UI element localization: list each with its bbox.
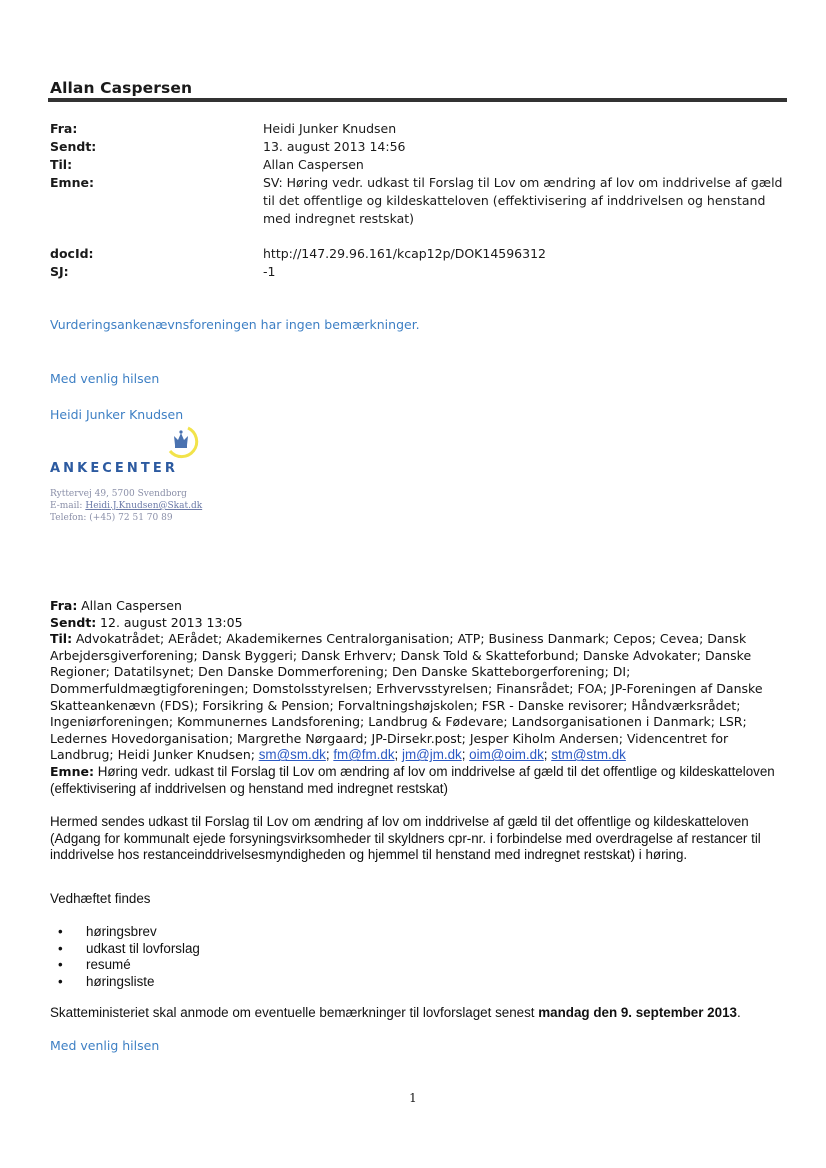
sj-value: -1 [263, 264, 276, 279]
forwarded-body: Hermed sendes udkast til Forslag til Lov om ændring af lov om inddrivelse af gæld til det offentlige og kildeskatteloven (Adgang for kommunalt ejede forsyningsvirksomheder til skyldners cpr-nr. i forbindelse med overdragelse af restancer til inddrivelse hos restanceinddrivelsesmyndigheden og hjemmel til henstand med indregnet restskat) i høring. [50, 814, 761, 863]
forwarded-subject-label: Emne: [50, 763, 94, 779]
bullet-icon: • [58, 973, 63, 989]
forwarded-subject-line [50, 764, 790, 797]
forwarded-subject: Høring vedr. udkast til Forslag til Lov om ændring af lov om inddrivelse af gæld til det offentlige og kildeskatteloven (effektivisering af inddrivelsen og henstand med indregnet restskat) [50, 763, 775, 796]
greeting: Med venlig hilsen [50, 371, 160, 386]
email-link-oim[interactable]: oim@oim.dk [469, 747, 544, 763]
sent-value: 13. august 2013 14:56 [263, 139, 406, 154]
title-divider [48, 98, 787, 102]
forwarded-header [50, 598, 790, 797]
email-link-stm[interactable]: stm@stm.dk [551, 747, 626, 763]
attachments-list [50, 924, 790, 990]
forwarded-sent: 12. august 2013 13:05 [100, 614, 243, 630]
from-value: Heidi Junker Knudsen [263, 121, 397, 136]
deadline-text: Skatteministeriet skal anmode om eventuelle bemærkninger til lovforslaget senest [50, 1005, 535, 1020]
list-item: • høringsbrev [58, 924, 157, 939]
to-label: Til: [50, 157, 73, 172]
signature-address: Ryttervej 49, 5700 Svendborg [50, 489, 187, 499]
bullet-icon: • [58, 957, 63, 973]
list-item: • udkast til lovforslag [58, 940, 200, 956]
list-item: • høringsliste [58, 973, 155, 989]
signature-email-line [50, 501, 202, 511]
email-link-fm[interactable]: fm@fm.dk [333, 747, 395, 763]
sent-label: Sendt: [50, 139, 97, 154]
email-link-sm[interactable]: sm@sm.dk [258, 747, 326, 763]
list-item: • resumé [58, 957, 131, 973]
forwarded-from-label: Fra: [50, 598, 78, 613]
page-number: 1 [409, 1091, 417, 1105]
bullet-icon: • [58, 924, 63, 939]
deadline-date: mandag den 9. september 2013 [538, 1005, 737, 1020]
subject-value: SV: Høring vedr. udkast til Forslag til Lov om ændring af lov om inddrivelse af gæld til det offentlige og kildeskatteloven (effektivisering af inddrivelsen og henstand med indregnet restskat) [263, 175, 783, 226]
forwarded-to: Advokatrådet; AErådet; Akademikernes Centralorganisation; ATP; Business Danmark; Cepos; Cevea; Dansk Arbejdersgiverforening; Dansk Byggeri; Dansk Erhverv; Dansk Told & Skatteforbund; Danske Advokater; Danske Regioner; Datatilsynet; Den Danske Dommerforening; Den Danske Skatteborgerforening; DI; Dommerfuldmægtigforeningen; Domstolsstyrelsen; Erhvervsstyrelsen; Finansrådet; FOA; JP-Foreningen af Danske Skatteankenævn (FDS); Forsikring & Pension; Forvaltningshøjskolen; FSR - Danske revisorer; Håndværksrådet; Ingeniørforeningen; Kommunernes Landsforening; Landbrug & Fødevare; Landsorganisationen i Danmark; LSR; Ledernes Hovedorganisation; Margrethe Nørgaard; JP-Dirsekr.post; Jesper Kiholm Andersen; Videncentret for Landbrug; Heidi Junker Knudsen; [50, 631, 763, 763]
deadline-end: . [736, 1005, 741, 1020]
signature-email-link[interactable]: Heidi.J.Knudsen@Skat.dk [85, 501, 203, 511]
docid-value[interactable]: http://147.29.96.161/kcap12p/DOK14596312 [263, 246, 546, 261]
forwarded-to-label: Til: [50, 631, 73, 647]
signature-name: Heidi Junker Knudsen [50, 407, 184, 422]
forwarded-closing: Med venlig hilsen [50, 1038, 160, 1053]
reply-body: Vurderingsankenævnsforeningen har ingen bemærkninger. [50, 317, 420, 332]
docid-label: docId: [50, 246, 94, 261]
to-value: Allan Caspersen [263, 157, 364, 172]
forwarded-to-line: Til: Advokatrådet; AErådet; Akademikernes Centralorganisation; ATP; Business Danmark; Cepos; Cevea; Dansk Arbejdersgiverforening; Dansk Byggeri; Dansk Erhverv; Dansk Told & Skatteforbund; Danske Advokater; Danske Regioner; Datatilsynet; Den Danske Dommerforening; Den Danske Skatteborgerforening; DI; Dommerfuldmægtigforeningen; Domstolsstyrelsen; Erhvervsstyrelsen; Finansrådet; FOA; JP-Foreningen af Danske Skatteankenævn (FDS); Forsikring & Pension; Forvaltningshøjskolen; FSR - Danske revisorer; Håndværksrådet; Ingeniørforeningen; Kommunernes Landsforening; Landbrug & Fødevare; Landsorganisationen i Danmark; LSR; Ledernes Hovedorganisation; Margrethe Nørgaard; JP-Dirsekr.post; Jesper Kiholm Andersen; Videncentret for Landbrug; Heidi Junker Knudsen; sm@sm.dk; fm@fm.dk; jm@jm.dk; oim@oim.dk; stm@stm.dk [50, 631, 763, 763]
from-label: Fra: [50, 121, 78, 136]
subject-label: Emne: [50, 175, 94, 190]
forwarded-from: Allan Caspersen [81, 598, 182, 613]
signature-email-label: E-mail: [50, 501, 83, 511]
bullet-icon: • [58, 940, 63, 956]
forwarded-sent-label: Sendt: [50, 614, 97, 630]
deadline-paragraph [50, 1005, 790, 1022]
sj-label: SJ: [50, 264, 69, 279]
page-title: Allan Caspersen [50, 79, 193, 97]
attachments-intro: Vedhæftet findes [50, 891, 151, 906]
forwarded-sent-line [50, 615, 790, 632]
signature-phone: Telefon: (+45) 72 51 70 89 [50, 513, 173, 523]
ankecenter-logo: ANKECENTER [50, 461, 178, 476]
forwarded-from-line [50, 598, 790, 615]
email-link-jm[interactable]: jm@jm.dk [402, 747, 462, 763]
crown-logo-icon [164, 424, 202, 464]
